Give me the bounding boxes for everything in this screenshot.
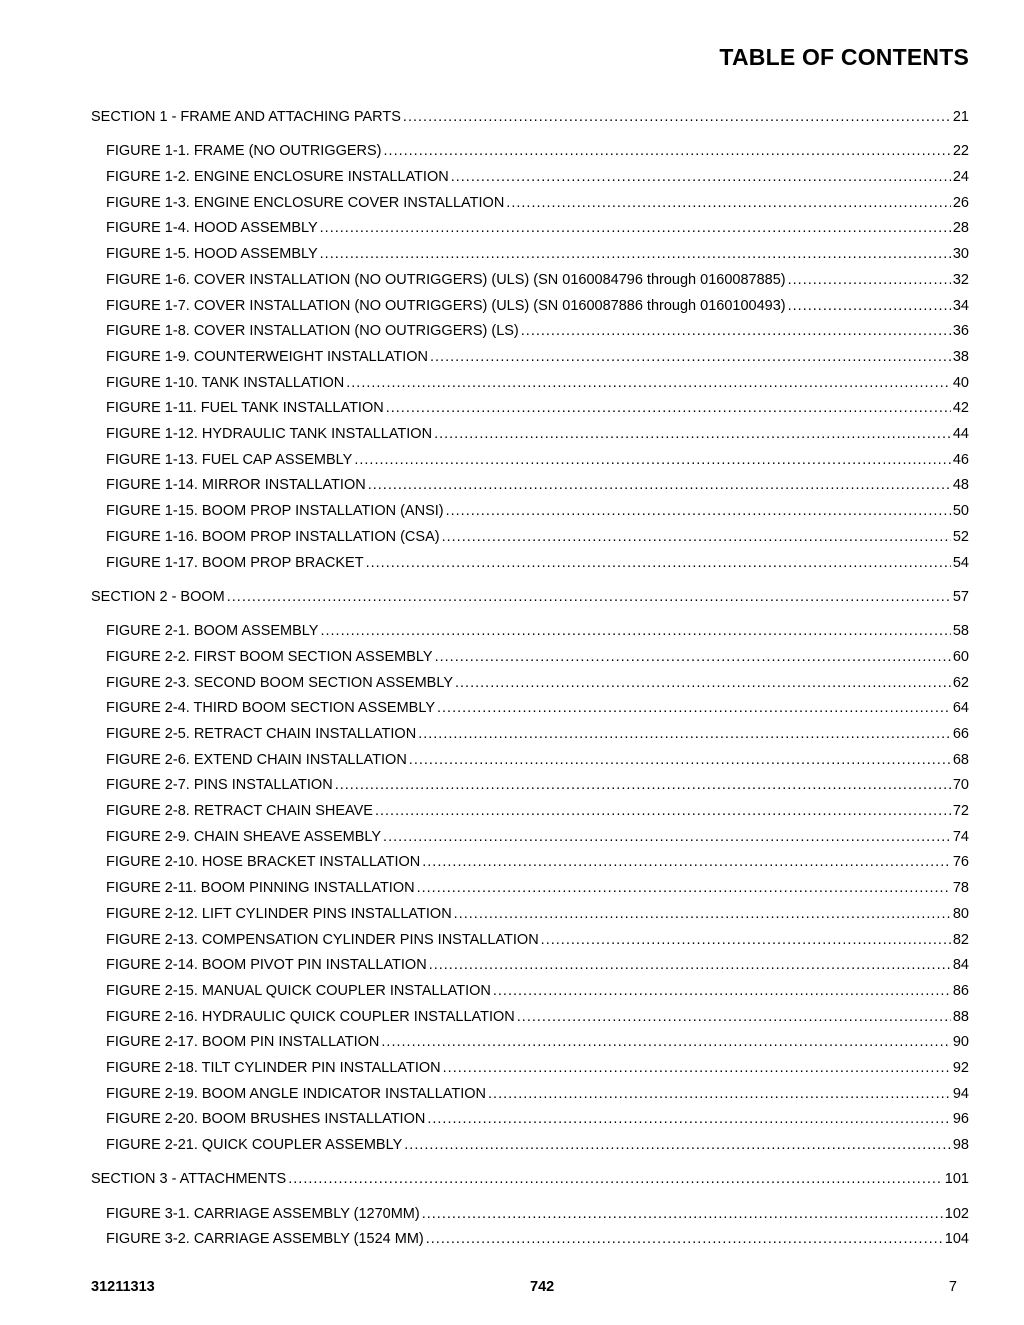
dot-leader bbox=[403, 108, 951, 126]
toc-figure-entry[interactable] bbox=[106, 1205, 969, 1223]
dot-leader bbox=[386, 399, 951, 417]
toc-entry-label: FIGURE 3-1. CARRIAGE ASSEMBLY (1270MM) bbox=[106, 1205, 420, 1222]
dot-leader bbox=[418, 725, 951, 743]
dot-leader bbox=[488, 1085, 951, 1103]
toc-entry-page: 22 bbox=[952, 143, 969, 160]
toc-entry-label: FIGURE 2-1. BOOM ASSEMBLY bbox=[106, 623, 319, 640]
dot-leader bbox=[517, 1008, 951, 1026]
toc-figure-entry[interactable] bbox=[106, 699, 969, 717]
toc-entry-page: 57 bbox=[952, 588, 969, 605]
dot-leader bbox=[541, 931, 951, 949]
dot-leader bbox=[493, 982, 951, 1000]
toc-figure-entry[interactable] bbox=[106, 451, 969, 469]
toc-figure-entry[interactable] bbox=[106, 374, 969, 392]
toc-entry-label: SECTION 1 - FRAME AND ATTACHING PARTS bbox=[91, 109, 401, 125]
dot-leader bbox=[366, 554, 951, 572]
toc-figure-entry[interactable] bbox=[106, 853, 969, 871]
toc-entry-label: FIGURE 2-20. BOOM BRUSHES INSTALLATION bbox=[106, 1111, 426, 1128]
dot-leader bbox=[354, 451, 951, 469]
toc-entry-page: 102 bbox=[944, 1205, 969, 1222]
toc-entry-page: 68 bbox=[952, 751, 969, 768]
toc-entry-page: 34 bbox=[952, 297, 969, 314]
toc-figure-entry[interactable] bbox=[106, 751, 969, 769]
dot-leader bbox=[227, 588, 951, 606]
page-title: TABLE OF CONTENTS bbox=[719, 44, 969, 70]
toc-entry-page: 62 bbox=[952, 674, 969, 691]
toc-entry-page: 84 bbox=[952, 957, 969, 974]
toc-entry-page: 86 bbox=[952, 982, 969, 999]
toc-entry-label: FIGURE 1-6. COVER INSTALLATION (NO OUTRIGGERS) (ULS) (SN 0160084796 through 0160087885) bbox=[106, 271, 786, 288]
toc-figure-entry[interactable] bbox=[106, 1033, 969, 1051]
toc-entry-page: 98 bbox=[952, 1137, 969, 1154]
toc-figure-entry[interactable] bbox=[106, 1230, 969, 1248]
toc-entry-label: FIGURE 1-2. ENGINE ENCLOSURE INSTALLATION bbox=[106, 169, 449, 185]
dot-leader bbox=[320, 219, 951, 237]
toc-figure-entry[interactable] bbox=[106, 828, 969, 846]
toc-figure-entry[interactable] bbox=[106, 476, 969, 494]
toc-entry-label: FIGURE 1-8. COVER INSTALLATION (NO OUTRIGGERS) (LS) bbox=[106, 323, 519, 340]
toc-entry-page: 72 bbox=[952, 803, 969, 819]
toc-figure-entry[interactable] bbox=[106, 528, 969, 546]
toc-entry-label: FIGURE 2-19. BOOM ANGLE INDICATOR INSTALLATION bbox=[106, 1085, 487, 1102]
toc-entry-page: 66 bbox=[952, 725, 969, 742]
toc-entry-label: FIGURE 1-16. BOOM PROP INSTALLATION (CSA) bbox=[106, 528, 440, 545]
dot-leader bbox=[346, 374, 951, 392]
toc-entry-page: 30 bbox=[952, 246, 969, 263]
toc-entry-page: 52 bbox=[952, 528, 969, 545]
toc-entry-label: FIGURE 2-17. BOOM PIN INSTALLATION bbox=[106, 1034, 380, 1051]
toc-entry-label: FIGURE 2-5. RETRACT CHAIN INSTALLATION bbox=[106, 725, 417, 742]
toc-figure-entry[interactable] bbox=[106, 399, 969, 417]
toc-figure-entry[interactable] bbox=[106, 1136, 969, 1154]
dot-leader bbox=[788, 271, 951, 289]
toc-figure-entry[interactable] bbox=[106, 219, 969, 237]
dot-leader bbox=[454, 905, 951, 923]
dot-leader bbox=[427, 1110, 951, 1128]
toc-entry-label: FIGURE 2-12. LIFT CYLINDER PINS INSTALLATION bbox=[106, 905, 452, 922]
dot-leader bbox=[506, 194, 951, 212]
dot-leader bbox=[384, 142, 951, 160]
toc-figure-entry[interactable] bbox=[106, 776, 969, 794]
dot-leader bbox=[446, 502, 951, 520]
dot-leader bbox=[417, 879, 951, 897]
toc-entry-page: 32 bbox=[952, 271, 969, 288]
toc-figure-entry[interactable] bbox=[106, 879, 969, 897]
toc-figure-entry[interactable] bbox=[106, 1110, 969, 1128]
toc-entry-label: FIGURE 2-6. EXTEND CHAIN INSTALLATION bbox=[106, 751, 407, 768]
toc-entry-label: FIGURE 1-11. FUEL TANK INSTALLATION bbox=[106, 400, 384, 417]
toc-entry-label: FIGURE 1-17. BOOM PROP BRACKET bbox=[106, 554, 364, 571]
toc-entry-label: FIGURE 2-16. HYDRAULIC QUICK COUPLER INSTALLATION bbox=[106, 1008, 515, 1025]
toc-entry-page: 60 bbox=[952, 648, 969, 665]
toc-figure-entry[interactable] bbox=[106, 1008, 969, 1026]
toc-figure-entry[interactable] bbox=[106, 648, 969, 666]
dot-leader bbox=[434, 425, 951, 443]
dot-leader bbox=[426, 1230, 943, 1248]
toc-figure-entry[interactable] bbox=[106, 271, 969, 289]
toc-entry-page: 101 bbox=[944, 1171, 969, 1188]
toc-entry-label: FIGURE 1-5. HOOD ASSEMBLY bbox=[106, 246, 318, 263]
dot-leader bbox=[368, 476, 951, 494]
toc-section-entry[interactable] bbox=[91, 1170, 969, 1188]
toc-figure-entry[interactable] bbox=[106, 554, 969, 572]
toc-entry-page: 70 bbox=[952, 777, 969, 794]
toc-entry-page: 76 bbox=[952, 854, 969, 871]
dot-leader bbox=[442, 528, 951, 546]
toc-entry-page: 38 bbox=[952, 348, 969, 365]
toc-entry-page: 78 bbox=[952, 880, 969, 897]
toc-entry-page: 46 bbox=[952, 451, 969, 468]
toc-entry-label: FIGURE 1-3. ENGINE ENCLOSURE COVER INSTALLATION bbox=[106, 194, 505, 211]
dot-leader bbox=[788, 297, 951, 315]
toc-entry-label: FIGURE 1-13. FUEL CAP ASSEMBLY bbox=[106, 451, 353, 468]
toc-entry-label: FIGURE 1-4. HOOD ASSEMBLY bbox=[106, 220, 318, 237]
toc-entry-label: FIGURE 2-14. BOOM PIVOT PIN INSTALLATION bbox=[106, 957, 427, 974]
toc-figure-entry[interactable] bbox=[106, 425, 969, 443]
toc-figure-entry[interactable] bbox=[106, 725, 969, 743]
toc-figure-entry[interactable] bbox=[106, 905, 969, 923]
toc-section-entry[interactable] bbox=[91, 108, 969, 126]
dot-leader bbox=[455, 674, 951, 692]
toc-entry-page: 36 bbox=[952, 323, 969, 340]
toc-figure-entry[interactable] bbox=[106, 168, 969, 186]
toc-entry-label: FIGURE 2-9. CHAIN SHEAVE ASSEMBLY bbox=[106, 828, 382, 845]
toc-figure-entry[interactable] bbox=[106, 245, 969, 263]
toc-entry-label: FIGURE 2-3. SECOND BOOM SECTION ASSEMBLY bbox=[106, 674, 453, 691]
toc-entry-label: FIGURE 2-7. PINS INSTALLATION bbox=[106, 777, 333, 794]
toc-entry-label: FIGURE 1-7. COVER INSTALLATION (NO OUTRIGGERS) (ULS) (SN 0160087886 through 0160100493) bbox=[106, 297, 786, 314]
toc-entry-page: 42 bbox=[952, 400, 969, 417]
toc-entry-page: 24 bbox=[952, 169, 969, 185]
toc-entry-label: FIGURE 1-12. HYDRAULIC TANK INSTALLATION bbox=[106, 426, 433, 442]
dot-leader bbox=[435, 648, 951, 666]
footer-doc-number: 31211313 bbox=[91, 1279, 155, 1295]
toc-entry-label: FIGURE 1-15. BOOM PROP INSTALLATION (ANSI) bbox=[106, 503, 444, 520]
dot-leader bbox=[437, 699, 951, 717]
toc-figure-entry[interactable] bbox=[106, 322, 969, 340]
toc-entry-page: 104 bbox=[944, 1231, 969, 1248]
toc-entry-page: 26 bbox=[952, 194, 969, 211]
toc-entry-label: FIGURE 2-10. HOSE BRACKET INSTALLATION bbox=[106, 854, 421, 871]
toc-entry-page: 48 bbox=[952, 477, 969, 494]
dot-leader bbox=[422, 1205, 943, 1223]
dot-leader bbox=[451, 168, 951, 186]
toc-entry-page: 82 bbox=[952, 931, 969, 948]
toc-entry-label: SECTION 2 - BOOM bbox=[91, 588, 225, 605]
toc-entry-page: 92 bbox=[952, 1060, 969, 1076]
toc-figure-entry[interactable] bbox=[106, 1059, 969, 1077]
toc-entry-label: FIGURE 2-4. THIRD BOOM SECTION ASSEMBLY bbox=[106, 700, 435, 717]
dot-leader bbox=[443, 1059, 951, 1077]
toc-figure-entry[interactable] bbox=[106, 931, 969, 949]
dot-leader bbox=[381, 1033, 950, 1051]
toc-entry-label: FIGURE 2-11. BOOM PINNING INSTALLATION bbox=[106, 880, 415, 897]
toc-entry-label: FIGURE 3-2. CARRIAGE ASSEMBLY (1524 MM) bbox=[106, 1231, 424, 1248]
footer-model: 742 bbox=[530, 1279, 555, 1295]
dot-leader bbox=[335, 776, 951, 794]
toc-entry-page: 40 bbox=[952, 374, 969, 391]
footer-page-number: 7 bbox=[948, 1279, 957, 1295]
toc-entry-page: 28 bbox=[952, 220, 969, 237]
toc-figure-entry[interactable] bbox=[106, 1085, 969, 1103]
toc-entry-page: 58 bbox=[952, 623, 969, 640]
dot-leader bbox=[404, 1136, 951, 1154]
toc-entry-label: FIGURE 2-21. QUICK COUPLER ASSEMBLY bbox=[106, 1137, 403, 1154]
toc-entry-page: 64 bbox=[952, 700, 969, 717]
toc-figure-entry[interactable] bbox=[106, 142, 969, 160]
toc-figure-entry[interactable] bbox=[106, 982, 969, 1000]
dot-leader bbox=[320, 622, 950, 640]
toc-figure-entry[interactable] bbox=[106, 956, 969, 974]
toc-entry-page: 54 bbox=[952, 554, 969, 571]
dot-leader bbox=[429, 956, 951, 974]
dot-leader bbox=[288, 1170, 943, 1188]
toc-entry-label: FIGURE 1-9. COUNTERWEIGHT INSTALLATION bbox=[106, 348, 428, 365]
toc-figure-entry[interactable] bbox=[106, 297, 969, 315]
toc-entry-label: FIGURE 1-14. MIRROR INSTALLATION bbox=[106, 477, 366, 494]
toc-entry-label: FIGURE 1-1. FRAME (NO OUTRIGGERS) bbox=[106, 143, 382, 160]
toc-entry-page: 21 bbox=[952, 109, 969, 125]
toc-entry-page: 96 bbox=[952, 1111, 969, 1128]
dot-leader bbox=[409, 751, 951, 769]
dot-leader bbox=[383, 828, 951, 846]
toc-entry-page: 80 bbox=[952, 905, 969, 922]
toc-figure-entry[interactable] bbox=[106, 674, 969, 692]
toc-entry-label: FIGURE 2-15. MANUAL QUICK COUPLER INSTALLATION bbox=[106, 982, 491, 999]
toc-figure-entry[interactable] bbox=[106, 502, 969, 520]
toc-figure-entry[interactable] bbox=[106, 622, 969, 640]
toc-entry-label: FIGURE 2-13. COMPENSATION CYLINDER PINS INSTALLATION bbox=[106, 931, 539, 948]
dot-leader bbox=[430, 348, 951, 366]
toc-section-entry[interactable] bbox=[91, 588, 969, 606]
toc-figure-entry[interactable] bbox=[106, 802, 969, 820]
toc-entry-page: 90 bbox=[952, 1034, 969, 1051]
toc-entry-label: SECTION 3 - ATTACHMENTS bbox=[91, 1171, 287, 1188]
toc-entry-page: 88 bbox=[952, 1008, 969, 1025]
toc-entry-page: 74 bbox=[952, 828, 969, 845]
toc-figure-entry[interactable] bbox=[106, 348, 969, 366]
toc-figure-entry[interactable] bbox=[106, 194, 969, 212]
toc-entry-page: 50 bbox=[952, 503, 969, 520]
toc-entry-label: FIGURE 1-10. TANK INSTALLATION bbox=[106, 374, 345, 391]
toc-entry-label: FIGURE 2-18. TILT CYLINDER PIN INSTALLATION bbox=[106, 1060, 441, 1076]
dot-leader bbox=[422, 853, 951, 871]
toc-entry-label: FIGURE 2-2. FIRST BOOM SECTION ASSEMBLY bbox=[106, 648, 433, 665]
toc-entry-page: 44 bbox=[952, 426, 969, 442]
dot-leader bbox=[375, 802, 951, 820]
dot-leader bbox=[521, 322, 951, 340]
dot-leader bbox=[320, 245, 951, 263]
toc-entry-label: FIGURE 2-8. RETRACT CHAIN SHEAVE bbox=[106, 803, 373, 819]
toc-entry-page: 94 bbox=[952, 1085, 969, 1102]
